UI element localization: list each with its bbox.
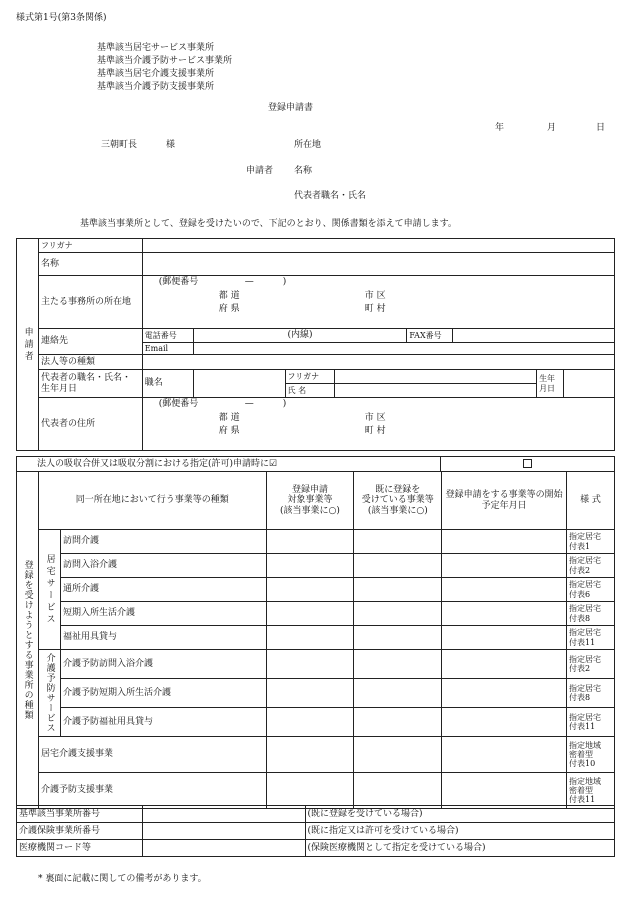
apply-cell[interactable]	[266, 650, 354, 679]
registered-cell[interactable]	[354, 626, 442, 650]
office-address-label: 主たる事務所の所在地	[38, 276, 142, 329]
col-form-header: 様 式	[567, 472, 615, 530]
rep-info-label: 代表者の職名・氏名・生年月日	[38, 370, 142, 398]
col-kind-header: 同一所在地において行う事業等の種類	[38, 472, 266, 530]
job-title-input[interactable]	[193, 370, 285, 398]
col-apply-line3: (該当事業に○)	[280, 505, 340, 516]
form-ref	[567, 578, 615, 602]
registered-cell[interactable]	[354, 530, 442, 554]
form-ref-line: 密着型	[569, 749, 593, 759]
apply-cell[interactable]	[266, 773, 354, 809]
service-name-care-plan: 居宅介護支援事業	[38, 737, 266, 773]
phone-input[interactable]	[193, 329, 407, 343]
col-apply-line2: 対象事業等	[287, 495, 333, 506]
office-address-input[interactable]	[142, 276, 614, 329]
form-ref-line: 付表11	[569, 722, 596, 731]
postal-close: )	[282, 277, 287, 287]
group-prev-label: 介護予防サービス	[38, 650, 60, 737]
form-ref	[567, 530, 615, 554]
rep-postal-label: (郵便番号	[158, 399, 199, 409]
start-date-cell[interactable]	[442, 773, 567, 809]
service-name: 通所介護	[60, 578, 266, 602]
form-ref-line: 指定居宅	[569, 654, 601, 664]
postal-dash: —	[244, 277, 254, 287]
form-ref-line: 付表8	[569, 693, 591, 702]
form-ref	[567, 679, 615, 708]
services-side-label: 登録を受けようとする事業所の種類	[17, 472, 39, 809]
registered-cell[interactable]	[354, 650, 442, 679]
form-ref	[567, 554, 615, 578]
rep-postal-dash: —	[244, 399, 254, 409]
furigana-label: フリガナ	[38, 239, 142, 253]
apply-cell[interactable]	[266, 679, 354, 708]
number-label: 介護保険事業所番号	[17, 823, 143, 840]
office-type-3: 基準該当居宅介護支援事業所	[97, 69, 215, 79]
start-date-cell[interactable]	[442, 737, 567, 773]
merger-table	[16, 456, 615, 472]
form-ref-line: 付表2	[569, 565, 591, 575]
merger-checkbox[interactable]	[523, 459, 532, 468]
addressee: 三朝町長	[101, 140, 138, 150]
rep-postal-close: )	[282, 399, 287, 409]
registered-cell[interactable]	[354, 737, 442, 773]
postal-label: (郵便番号	[158, 277, 199, 287]
services-table	[16, 471, 615, 809]
form-ref	[567, 602, 615, 626]
rep-furigana-label: フリガナ	[285, 370, 335, 384]
apply-cell[interactable]	[266, 602, 354, 626]
furigana-input[interactable]	[142, 239, 614, 253]
form-ref	[567, 626, 615, 650]
date-day: 日	[596, 123, 606, 133]
start-date-cell[interactable]	[442, 554, 567, 578]
contact-label: 連絡先	[38, 329, 142, 355]
name-row-label: 名称	[38, 253, 142, 276]
service-name: 介護予防訪問入浴介護	[60, 650, 266, 679]
form-ref-line: 指定居宅	[569, 604, 601, 614]
rep-name-input[interactable]	[335, 384, 537, 398]
registered-cell[interactable]	[354, 679, 442, 708]
rep-furigana-input[interactable]	[335, 370, 537, 384]
number-note: (既に指定又は許可を受けている場合)	[305, 823, 614, 840]
col-apply-header	[266, 472, 354, 530]
form-ref-line: 付表6	[569, 589, 591, 599]
form-ref-line: 付表11	[569, 637, 596, 647]
number-input[interactable]	[142, 823, 305, 840]
apply-cell[interactable]	[266, 554, 354, 578]
form-ref-line: 指定居宅	[569, 628, 601, 638]
birth-label	[537, 370, 564, 398]
form-number: 様式第1号(第3条関係)	[16, 13, 107, 23]
birth-input[interactable]	[564, 370, 615, 398]
form-ref-line: 指定居宅	[569, 580, 601, 590]
merger-checkbox-cell[interactable]	[441, 457, 615, 472]
number-note: (保険医療機関として指定を受けている場合)	[305, 840, 614, 857]
extension-label: (内線)	[287, 330, 313, 341]
service-name: 短期入所生活介護	[60, 602, 266, 626]
registered-cell[interactable]	[354, 578, 442, 602]
office-type-1: 基準該当居宅サービス事業所	[97, 43, 215, 53]
form-ref-line: 指定居宅	[569, 532, 601, 542]
start-date-cell[interactable]	[442, 708, 567, 737]
form-ref-line: 付表2	[569, 664, 591, 673]
applicant-label: 申請者	[246, 166, 274, 176]
service-name: 訪問入浴介護	[60, 554, 266, 578]
pref-to-do: 都 道	[218, 291, 240, 301]
honorific: 様	[166, 140, 176, 150]
form-ref-line: 指定地域	[569, 776, 601, 786]
birth-label-2: 月日	[539, 383, 556, 393]
col-registered-line1: 既に登録を	[375, 484, 421, 495]
rep-city-cho-son: 町 村	[364, 426, 386, 436]
office-type-2: 基準該当介護予防サービス事業所	[97, 56, 233, 66]
corp-type-label: 法人等の種類	[38, 355, 142, 370]
registered-cell[interactable]	[354, 708, 442, 737]
fax-input[interactable]	[453, 329, 615, 343]
form-ref-line: 付表1	[569, 541, 591, 551]
form-ref-line: 指定地域	[569, 740, 601, 750]
form-ref-line: 指定居宅	[569, 556, 601, 566]
apply-cell[interactable]	[266, 737, 354, 773]
number-note: (既に登録を受けている場合)	[305, 806, 614, 823]
intro-text: 基準該当事業所として、登録を受けたいので、下記のとおり、関係書類を添えて申請します。	[80, 219, 457, 229]
phone-label: 電話番号	[142, 329, 193, 343]
start-date-cell[interactable]	[442, 530, 567, 554]
birth-label-1: 生年	[539, 374, 556, 384]
form-ref	[567, 708, 615, 737]
name-input[interactable]	[142, 253, 614, 276]
rep-address-input[interactable]	[142, 398, 614, 451]
merger-label: 法人の吸収合併又は吸収分割における指定(許可)申請時に☑	[17, 457, 441, 472]
form-ref-line: 密着型	[569, 785, 593, 795]
registered-cell[interactable]	[354, 773, 442, 809]
form-ref	[567, 650, 615, 679]
col-apply-line1: 登録申請	[291, 484, 328, 495]
pref-fu-ken: 府 県	[218, 304, 240, 314]
col-registered-header	[354, 472, 442, 530]
applicant-side-label: 申請者	[17, 239, 39, 451]
document-title: 登録申請書	[268, 103, 314, 113]
rep-pref-fu-ken: 府 県	[218, 426, 240, 436]
rep-pref-to-do: 都 道	[218, 413, 240, 423]
service-name: 訪問介護	[60, 530, 266, 554]
form-ref	[567, 737, 615, 773]
apply-cell[interactable]	[266, 530, 354, 554]
location-label: 所在地	[294, 140, 322, 150]
group-home-label: 居宅サービス	[38, 530, 60, 650]
number-label: 医療機関コード等	[17, 840, 143, 857]
col-registered-line3: (該当事業に○)	[367, 505, 428, 516]
start-date-cell[interactable]	[442, 602, 567, 626]
form-ref-line: 付表10	[569, 759, 596, 769]
date-year: 年	[495, 123, 505, 133]
form-ref	[567, 773, 615, 809]
office-type-4: 基準該当介護予防支援事業所	[97, 82, 215, 92]
applicant-table	[16, 238, 615, 451]
apply-cell[interactable]	[266, 708, 354, 737]
rep-name-label: 氏 名	[285, 384, 335, 398]
service-name: 福祉用具貸与	[60, 626, 266, 650]
numbers-table	[16, 805, 615, 857]
col-registered-line2: 受けている事業等	[361, 495, 434, 506]
number-input[interactable]	[142, 840, 305, 857]
rep-city-shi-ku: 市 区	[364, 413, 386, 423]
email-label: Email	[142, 343, 193, 355]
start-date-cell[interactable]	[442, 650, 567, 679]
service-name-prev-plan: 介護予防支援事業	[38, 773, 266, 809]
col-start-header: 登録申請をする事業等の開始予定年月日	[442, 472, 567, 530]
apply-cell[interactable]	[266, 578, 354, 602]
footnote: * 裏面に記載に関しての備考があります。	[38, 874, 207, 884]
apply-cell[interactable]	[266, 626, 354, 650]
fax-label: FAX番号	[407, 329, 453, 343]
corp-type-input[interactable]	[142, 355, 614, 370]
name-label: 名称	[294, 166, 313, 176]
job-title-label: 職名	[142, 370, 193, 398]
form-ref-line: 指定居宅	[569, 683, 601, 693]
number-input[interactable]	[142, 806, 305, 823]
service-name: 介護予防福祉用具貸与	[60, 708, 266, 737]
number-label: 基準該当事業所番号	[17, 806, 143, 823]
start-date-cell[interactable]	[442, 626, 567, 650]
date-month: 月	[547, 123, 557, 133]
rep-address-label: 代表者の住所	[38, 398, 142, 451]
representative-label: 代表者職名・氏名	[294, 191, 367, 201]
email-input[interactable]	[193, 343, 614, 355]
start-date-cell[interactable]	[442, 679, 567, 708]
city-shi-ku: 市 区	[364, 291, 386, 301]
form-ref-line: 付表11	[569, 795, 596, 805]
service-name: 介護予防短期入所生活介護	[60, 679, 266, 708]
form-ref-line: 指定居宅	[569, 712, 601, 722]
registered-cell[interactable]	[354, 554, 442, 578]
form-ref-line: 付表8	[569, 613, 591, 623]
registered-cell[interactable]	[354, 602, 442, 626]
start-date-cell[interactable]	[442, 578, 567, 602]
city-cho-son: 町 村	[364, 304, 386, 314]
